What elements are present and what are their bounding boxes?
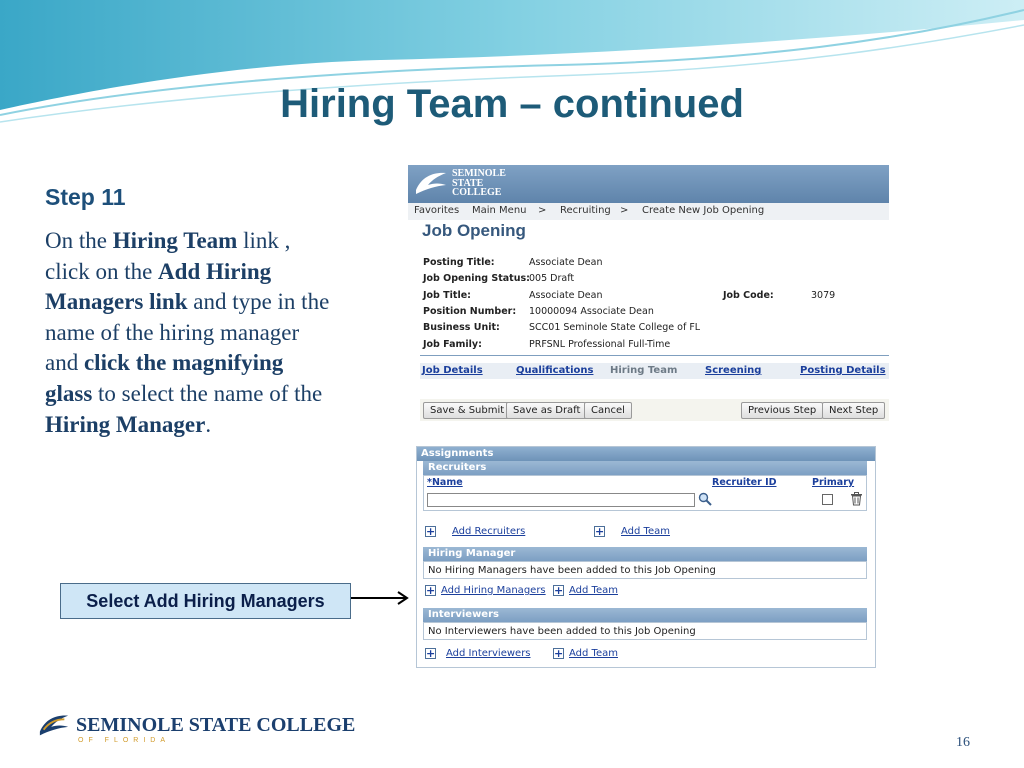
plus-icon[interactable]: + [554,584,564,597]
save-draft-button[interactable]: Save as Draft [506,402,587,419]
recruiter-name-input[interactable] [427,493,695,507]
footer-subtitle: OF FLORIDA [78,737,171,744]
trash-icon[interactable] [850,492,863,506]
slide-title: Hiring Team – continued [280,82,744,126]
tab-screening[interactable]: Screening [705,365,762,376]
footer-college-name: SEMINOLE STATE COLLEGE [76,713,356,736]
field-value: 3079 [811,290,836,301]
button-bar [420,399,889,421]
page-title: Job Opening [422,221,526,240]
hiring-manager-header: Hiring Manager [423,547,867,561]
nav-separator: > [538,205,547,216]
divider [420,355,889,356]
col-primary[interactable]: Primary [812,477,855,488]
field-value: Associate Dean [529,290,603,301]
college-logo [414,169,506,198]
seminole-logo-icon [414,170,448,196]
seminole-logo-icon [38,712,70,738]
tab-posting-details[interactable]: Posting Details [800,365,886,376]
plus-icon[interactable]: + [426,647,436,660]
instr-bold: Add Hiring Managers link [45,258,272,315]
primary-checkbox[interactable] [822,494,833,505]
field-label: Job Code: [723,290,774,301]
hiring-manager-grid: No Hiring Managers have been added to this Job Opening [423,561,867,579]
field-label: Job Title: [423,290,471,301]
interviewers-grid: No Interviewers have been added to this Job Opening [423,622,867,640]
nav-bar [408,203,889,220]
recruiters-grid [423,475,867,511]
previous-step-button[interactable]: Previous Step [741,402,823,419]
tab-qualifications[interactable]: Qualifications [516,365,594,376]
instr-bold: Hiring Manager [45,411,206,437]
logo-line: SEMINOLE [452,168,506,179]
tab-hiring-team[interactable]: Hiring Team [610,365,678,376]
callout-arrow [351,588,413,608]
save-submit-button[interactable]: Save & Submit [423,402,511,419]
instructions-text [45,226,335,440]
instr-text: to select the name of the [92,380,323,406]
job-opening-screen [408,165,889,427]
next-step-button[interactable]: Next Step [822,402,885,419]
page-number: 16 [956,735,970,750]
app-header [408,165,889,203]
nav-main-menu[interactable]: Main Menu [472,205,527,216]
cancel-button[interactable]: Cancel [584,402,632,419]
tab-bar [420,363,889,379]
instr-text: link , click on the [45,228,291,284]
plus-icon[interactable]: + [554,647,564,660]
field-value: 005 Draft [529,273,575,284]
tab-job-details[interactable]: Job Details [422,365,483,376]
nav-favorites[interactable]: Favorites [414,205,460,216]
field-value: Associate Dean [529,257,603,268]
field-value: PRFSNL Professional Full-Time [529,339,671,350]
magnifying-glass-icon[interactable] [698,492,712,506]
assignments-header: Assignments [417,447,875,461]
col-recruiter-id[interactable]: Recruiter ID [712,477,777,488]
add-recruiters-link[interactable]: Add Recruiters [452,526,526,537]
interviewers-header: Interviewers [423,608,867,622]
col-name[interactable]: *Name [427,477,463,488]
logo-line: COLLEGE [452,187,502,198]
nav-recruiting[interactable]: Recruiting [560,205,611,216]
nav-separator: > [620,205,629,216]
plus-icon[interactable]: + [426,525,436,538]
field-label: Posting Title: [423,257,495,268]
footer-logo [38,712,355,738]
add-team-link[interactable]: Add Team [569,648,618,659]
plus-icon[interactable]: + [426,584,436,597]
step-heading: Step 11 [45,184,126,210]
field-label: Job Family: [423,339,482,350]
instr-text: On the [45,228,113,253]
instr-text: . [205,411,212,437]
field-value: SCC01 Seminole State College of FL [529,322,701,333]
field-value: 10000094 Associate Dean [529,306,654,317]
add-team-link[interactable]: Add Team [569,585,618,596]
field-label: Job Opening Status: [423,273,530,284]
field-label: Position Number: [423,306,517,317]
plus-icon[interactable]: + [595,525,605,538]
logo-line: STATE [452,177,484,189]
assignments-panel [416,446,876,668]
instr-text: and type in the name of the hiring manager and [45,289,330,376]
instr-bold: Hiring Team [112,228,238,253]
add-team-link[interactable]: Add Team [621,526,670,537]
recruiters-header: Recruiters [423,461,867,475]
add-interviewers-link[interactable]: Add Interviewers [446,648,531,659]
instr-bold: click the magnifying glass [45,350,284,406]
field-label: Business Unit: [423,322,500,333]
add-hiring-managers-link[interactable]: Add Hiring Managers [441,585,546,596]
nav-create-job-opening[interactable]: Create New Job Opening [642,205,765,216]
callout-box: Select Add Hiring Managers [60,583,351,619]
